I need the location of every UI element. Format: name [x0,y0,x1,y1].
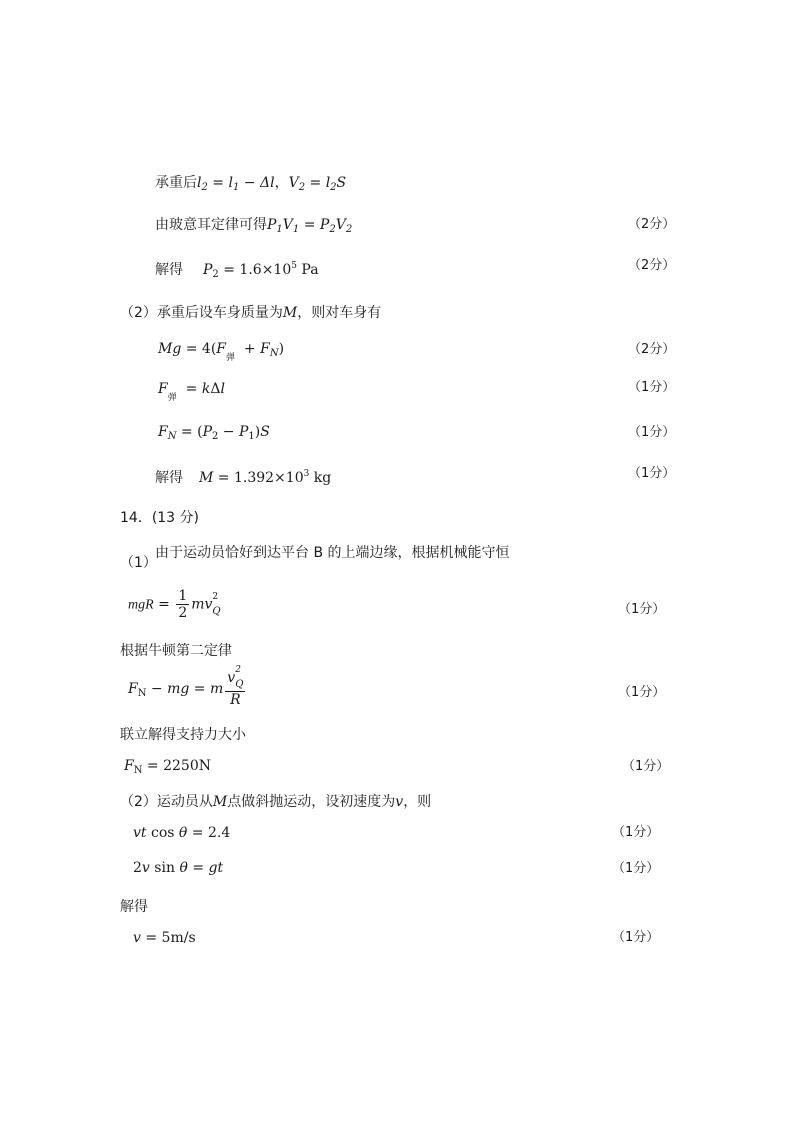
p2-result: $P_2 = 1.6\times 10^5$ Pa [203,261,319,280]
q14-1-number: （1） [120,555,157,571]
pressure-force-equation: $F_N = (P_2 - P_1)S$ [158,424,270,442]
q14-2-prefix: （2）运动员从 [120,794,213,810]
score-fspring: （1分） [628,380,676,395]
spring-force-equation: $F_弹 = k\Delta l$ [158,381,225,403]
vertical-equation: 2v sin θ = gt [133,860,224,876]
velocity-var: v [395,794,404,810]
score-boyle: （2分） [628,217,676,232]
score-fn: （1分） [628,425,676,440]
score-fnres: （1分） [622,759,670,774]
mass-var: M [282,305,298,321]
point-m: M [212,794,228,810]
boyle-equation: $P_1V_1 = P_2V_2$ [267,217,353,235]
m-result: $M = 1.392\times 10^3$ kg [199,469,332,486]
support-force-result: $F_N = 2250N$ [124,758,211,776]
solve-label-2: 解得 [120,899,148,915]
q14-2-suffix: 点做斜抛运动，设初速度为 [227,794,396,810]
m-result-line [155,465,331,487]
newton-text: 根据牛顿第二定律 [120,643,232,659]
after-load-prefix: 承重后 [155,175,197,191]
v2-equation: $V_2 = l_2S$ [288,175,347,193]
q14-2-end: ，则 [403,794,432,810]
combine-text: 联立解得支持力大小 [120,727,246,743]
q2-prefix: （2）承重后设车身质量为 [120,305,283,321]
newton-equation: $F_N$ − mg = m v 2 $_Q$ R [128,665,244,708]
score-mg: （2分） [628,342,676,357]
after-load-line: 承重后$l_2 = l_1 - \Delta l$，$V_2 = l_2S$ [155,175,347,193]
q14-title: 14．(13 分) [120,510,200,526]
score-v: （1分） [612,930,660,945]
boyle-line [155,216,352,239]
score-p2: （2分） [628,258,676,273]
score-m: （1分） [628,466,676,481]
q14-2-line [120,793,431,811]
q2-suffix: ，则对车身有 [297,305,382,321]
q14-1-text: 由于运动员恰好到达平台 B 的上端边缘，根据机械能守恒 [155,545,510,561]
score-vtcos: （1分） [612,825,660,840]
mg-equation: $Mg = 4(F_弹 + F_N)$ [158,341,285,363]
l2-equation: $l_2 = l_1 - \Delta l$ [197,175,275,193]
p2-result-line [155,257,319,284]
horizontal-equation: vt cos θ = 2.4 [133,825,231,841]
score-newton: （1分） [618,685,666,700]
energy-equation: mgR = $\frac{1}{2}$ mv 2 $_Q$ [128,588,221,621]
score-vsin: （1分） [612,861,660,876]
q2-line [120,304,381,322]
solve-label: 解得 [155,470,183,486]
score-energy: （1分） [618,602,666,617]
solve-label: 解得 [155,262,183,278]
boyle-text: 由玻意耳定律可得 [155,217,267,233]
velocity-result: v = 5m/s [133,930,196,946]
